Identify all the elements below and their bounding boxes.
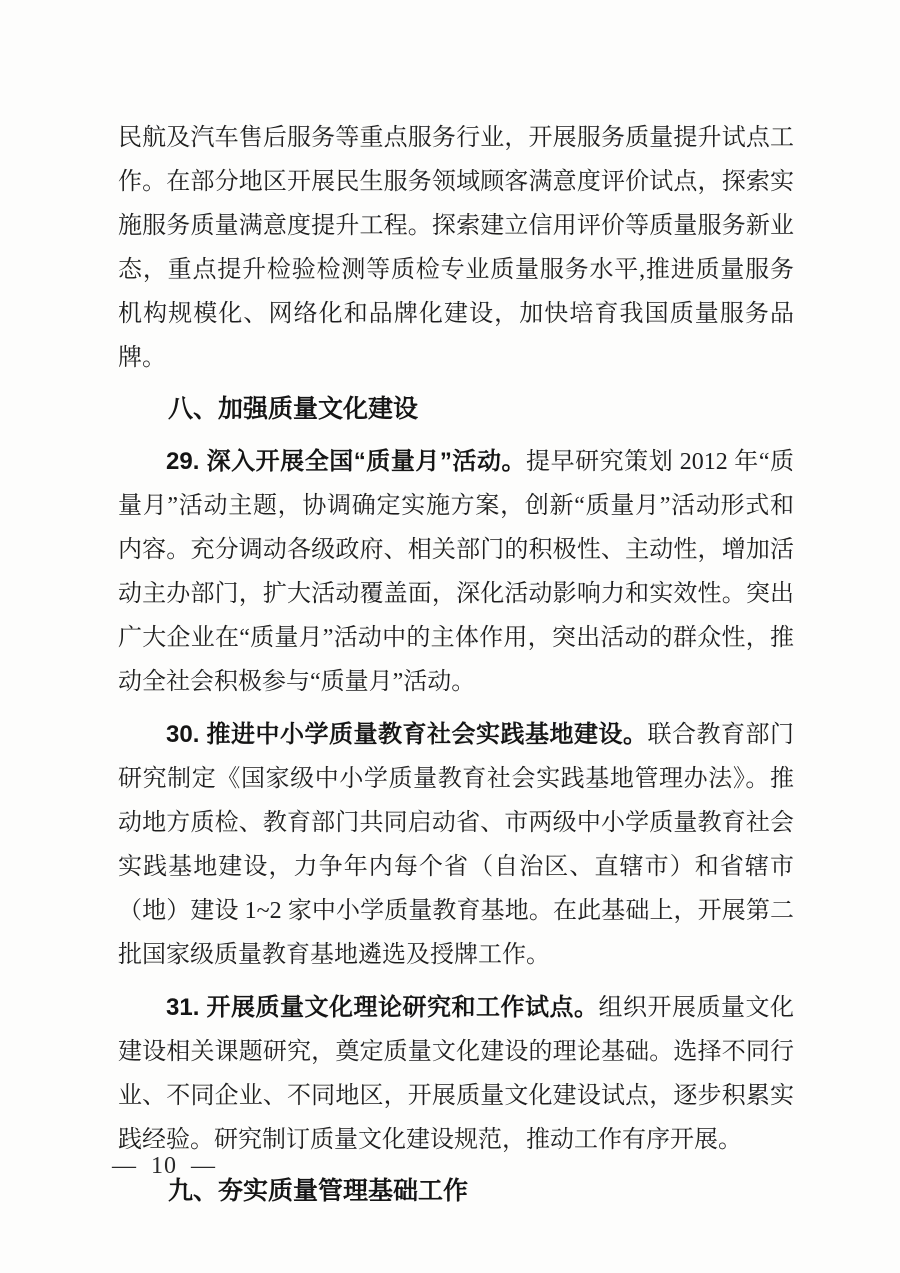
paragraph-lead: 29. 深入开展全国“质量月”活动。 (166, 448, 527, 475)
paragraph-lead: 31. 开展质量文化理论研究和工作试点。 (166, 994, 599, 1021)
body-paragraph (118, 713, 794, 977)
paragraph-text: 联合教育部门研究制定《国家级中小学质量教育社会实践基地管理办法》。推动地方质检、教育部门共同启动省、市两级中小学质量教育社会实践基地建设，力争年内每个省（自治区、直辖市）和省辖市（地）建设 1~2 家中小学质量教育基地。在此基础上，开展第二批国家级质量教育基地遴选及授牌工作。 (118, 722, 795, 968)
page-number: — 10 — (112, 1153, 216, 1179)
paragraph-text: 组织开展质量文化建设相关课题研究，奠定质量文化建设的理论基础。选择不同行业、不同企业、不同地区，开展质量文化建设试点，逐步积累实践经验。研究制订质量文化建设规范，推动工作有序开展。 (118, 995, 795, 1153)
section-heading: 八、加强质量文化建设 (168, 395, 419, 423)
paragraph-text: 提早研究策划 2012 年“质量月”活动主题，协调确定实施方案，创新“质量月”活动形式和内容。充分调动各级政府、相关部门的积极性、主动性，增加活动主办部门，扩大活动覆盖面，深化活动影响力和实效性。突出广大企业在“质量月”活动中的主体作用，突出活动的群众性，推动全社会积极参与“质量月”活动。 (118, 449, 795, 695)
document-body (118, 116, 794, 1213)
body-paragraph (118, 986, 794, 1162)
paragraph-lead: 30. 推进中小学质量教育社会实践基地建设。 (166, 721, 648, 748)
body-paragraph (118, 440, 794, 704)
body-paragraph: 民航及汽车售后服务等重点服务行业，开展服务质量提升试点工作。在部分地区开展民生服务领域顾客满意度评价试点，探索实施服务质量满意度提升工程。探索建立信用评价等质量服务新业态，重点提升检验检测等质检专业质量服务水平,推进质量服务机构规模化、网络化和品牌化建设，加快培育我国质量服务品牌。 (118, 125, 794, 371)
section-heading: 九、夯实质量管理基础工作 (168, 1177, 469, 1205)
